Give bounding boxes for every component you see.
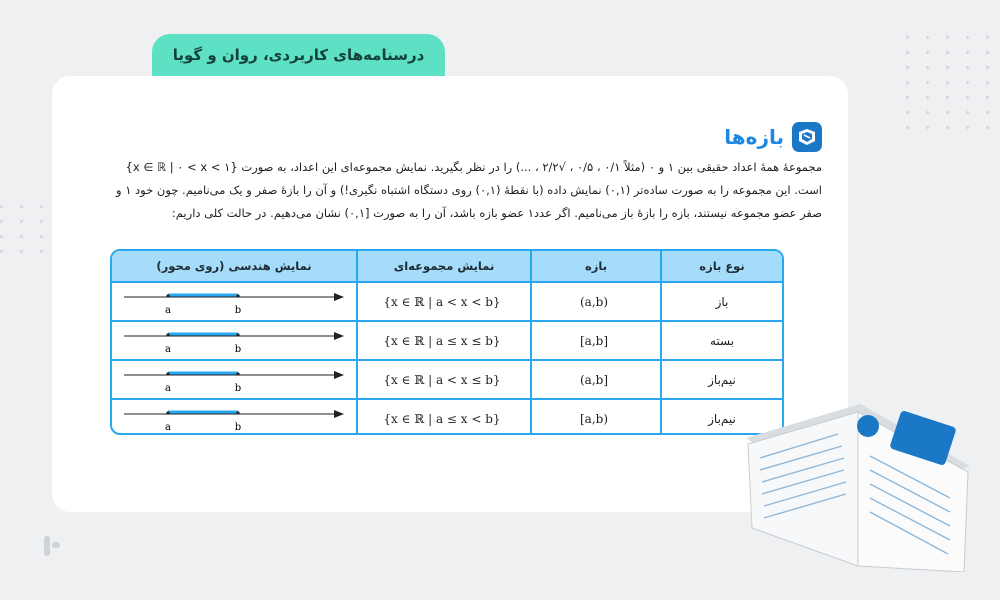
number-line-diagram <box>116 322 352 356</box>
endpoint-a <box>166 372 169 375</box>
endpoint-b <box>236 294 239 297</box>
decorative-dots-right <box>906 36 994 129</box>
cell-interval: [a,b] <box>530 322 660 361</box>
section-title: بازه‌ها <box>724 125 784 149</box>
watermark-logo-icon <box>38 532 66 560</box>
number-line-diagram <box>116 283 352 317</box>
section-heading <box>724 122 822 152</box>
endpoint-a <box>166 411 169 414</box>
cell-geometric <box>112 400 356 435</box>
table-row <box>112 322 782 361</box>
cell-set: {x ∈ ℝ | a ≤ x ≤ b} <box>356 322 530 361</box>
paragraph-line: است. این مجموعه را به صورت ساده‌تر (۰,۱) نمایش داده (با نقطهٔ (۰,۱) روی دستگاه اشتباه نگیری!) و آن را بازهٔ صفر و یک می‌نامیم. چون خود ۱ و <box>116 183 822 197</box>
content-card <box>52 76 848 512</box>
cell-set: {x ∈ ℝ | a < x < b} <box>356 283 530 322</box>
cell-interval: [a,b) <box>530 400 660 435</box>
header-interval: بازه <box>530 251 660 283</box>
table-row <box>112 283 782 322</box>
axis-arrow-icon <box>334 371 344 379</box>
cell-geometric <box>112 283 356 322</box>
endpoint-b <box>236 411 239 414</box>
label-b: b <box>234 305 242 316</box>
cell-set: {x ∈ ℝ | a ≤ x < b} <box>356 400 530 435</box>
table-row <box>112 361 782 400</box>
cell-geometric <box>112 322 356 361</box>
cell-type: نیم‌باز <box>660 400 782 435</box>
header-type: نوع بازه <box>660 251 782 283</box>
table-row <box>112 400 782 435</box>
header-tab-title: درسنامه‌های کاربردی، روان و گویا <box>172 46 425 64</box>
open-book-illustration <box>738 396 978 572</box>
label-a: a <box>165 422 171 433</box>
endpoint-b <box>236 333 239 336</box>
bookmark-ribbon-icon <box>792 122 822 152</box>
paragraph-line: صفر عضو مجموعه نیستند، بازه را بازهٔ باز می‌نامیم. اگر عدد۱ عضو بازه باشد، آن را به صورت [۰,۱) نشان می‌دهیم. در حالت کلی داریم: <box>171 206 822 220</box>
number-line-diagram <box>116 400 352 434</box>
label-b: b <box>234 344 242 355</box>
cell-interval: (a,b) <box>530 283 660 322</box>
number-line-diagram <box>116 361 352 395</box>
cell-set: {x ∈ ℝ | a < x ≤ b} <box>356 361 530 400</box>
book-cover-badge <box>857 415 879 437</box>
table-header-row <box>112 251 782 283</box>
endpoint-b <box>236 372 239 375</box>
label-a: a <box>165 344 171 355</box>
axis-arrow-icon <box>334 332 344 340</box>
cell-type: باز <box>660 283 782 322</box>
endpoint-a <box>166 294 169 297</box>
header-geometric: نمایش هندسی (روی محور) <box>112 251 356 283</box>
paragraph-line: مجموعهٔ همهٔ اعداد حقیقی بین ۱ و ۰ (مثلاً ۰/۱ ، ۰/۵ ، √۲/۲ ، ...) را در نظر بگیرید. نمایش مجموعه‌ای این اعداد، به صورت {x ∈ ℝ | ۰ < x < ۱} <box>125 160 822 174</box>
label-a: a <box>165 383 171 394</box>
label-a: a <box>165 305 171 316</box>
header-set: نمایش مجموعه‌ای <box>356 251 530 283</box>
cell-type: بسته <box>660 322 782 361</box>
label-b: b <box>234 422 242 433</box>
intervals-table <box>110 249 784 435</box>
endpoint-a <box>166 333 169 336</box>
cell-type: نیم‌باز <box>660 361 782 400</box>
axis-arrow-icon <box>334 410 344 418</box>
cell-geometric <box>112 361 356 400</box>
cell-interval: (a,b] <box>530 361 660 400</box>
intro-paragraph <box>74 156 822 225</box>
axis-arrow-icon <box>334 293 344 301</box>
label-b: b <box>234 383 242 394</box>
